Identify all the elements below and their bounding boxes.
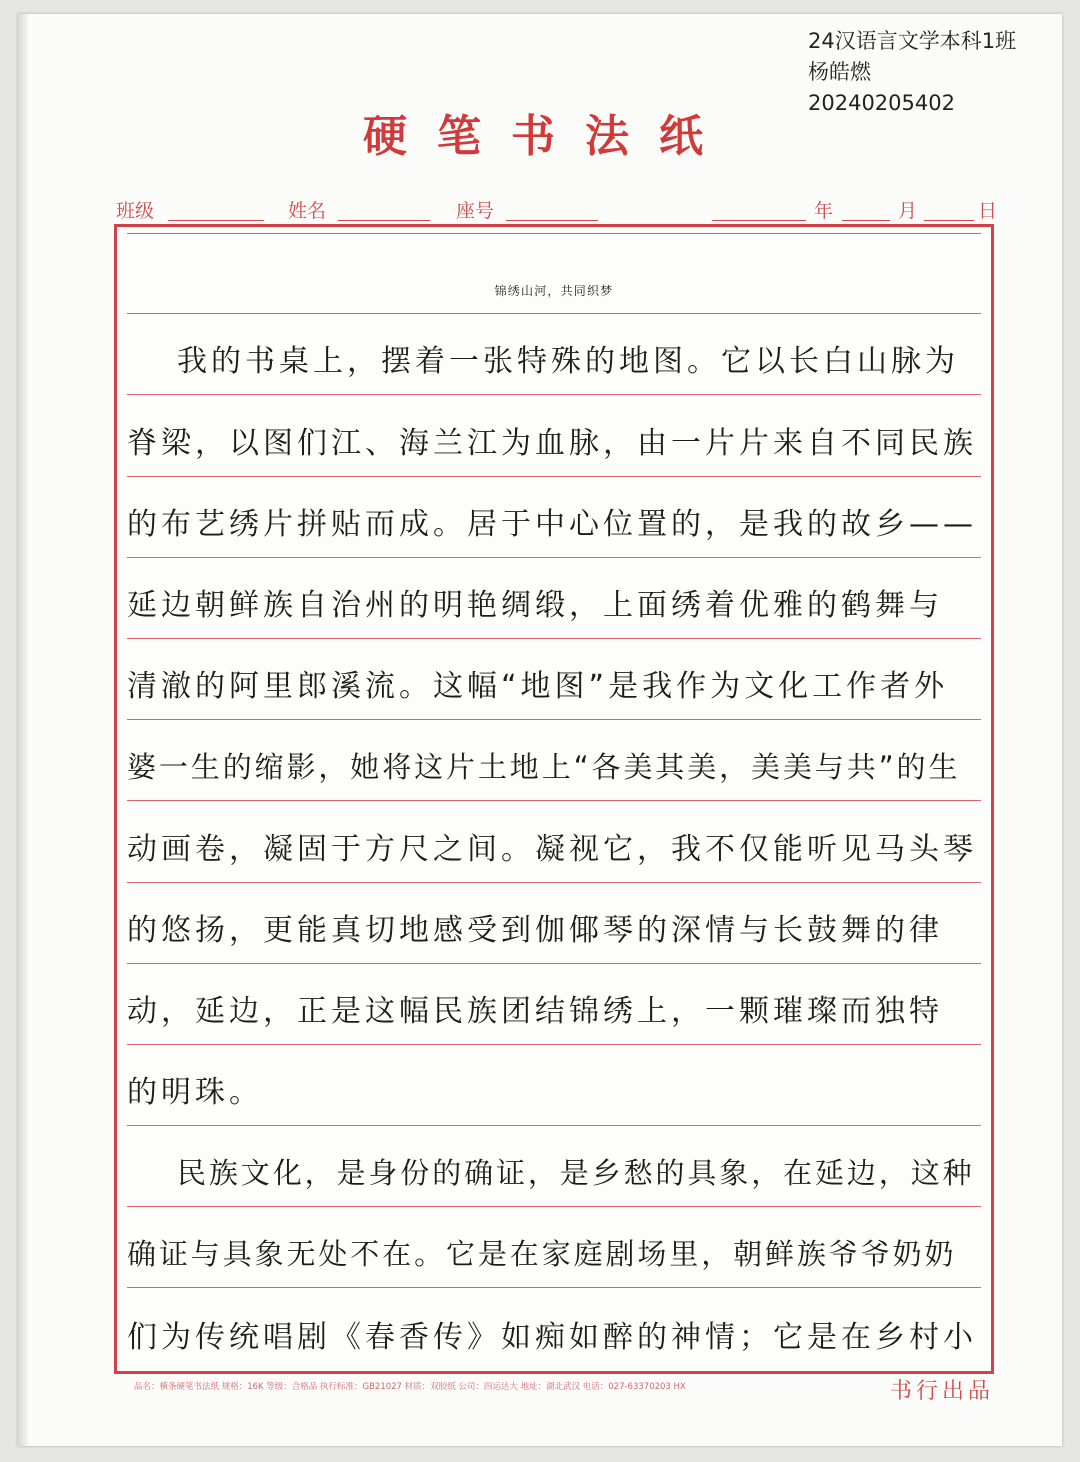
month-label: 月 [898, 200, 918, 222]
ruled-lines [127, 233, 981, 1370]
paper-spec-text: 品名：横条硬笔书法纸 规格：16K 等级：合格品 执行标准：GB21027 材质：双胶纸 公司：四运达大 地址：湖北武汉 电话：027-63370203 HX [134, 1382, 686, 1392]
student-id: 20240205402 [808, 91, 955, 115]
essay-line: 婆一生的缩影，她将这片土地上“各美其美，美美与共”的生 [127, 720, 981, 801]
essay-line: 的悠扬，更能真切地感受到伽倻琴的深情与长鼓舞的律 [127, 883, 981, 964]
essay-line: 的布艺绣片拼贴而成。居于中心位置的，是我的故乡—— [127, 477, 981, 558]
month-line [842, 220, 890, 221]
essay-line: 延边朝鲜族自治州的明艳绸缎，上面绣着优雅的鹤舞与 [127, 558, 981, 639]
paper-sheet [18, 14, 1062, 1446]
student-class: 24汉语言文学本科1班 [808, 29, 1017, 53]
essay-line: 动，延边，正是这幅民族团结锦绣上，一颗璀璨而独特 [127, 964, 981, 1045]
essay-line: 动画卷，凝固于方尺之间。凝视它，我不仅能听见马头琴 [127, 801, 981, 882]
essay-line: 我的书桌上，摆着一张特殊的地图。它以长白山脉为 [127, 314, 981, 395]
name-label: 姓名 [288, 200, 327, 222]
seat-line [506, 220, 598, 221]
essay-line: 脊梁，以图们江、海兰江为血脉，由一片片来自不同民族 [127, 395, 981, 476]
writing-frame [114, 224, 994, 1374]
day-line [924, 220, 974, 221]
info-row [116, 192, 996, 226]
page-title: 硬笔书法纸 [363, 111, 733, 162]
essay-title: 锦绣山河，共同织梦 [494, 284, 614, 299]
year-line [712, 220, 806, 221]
seat-label: 座号 [456, 200, 495, 222]
student-name: 杨皓燃 [808, 60, 871, 84]
essay-line: 民族文化，是身份的确证，是乡愁的具象，在延边，这种 [127, 1126, 981, 1207]
essay-line: 清澈的阿里郎溪流。这幅“地图”是我作为文化工作者外 [127, 639, 981, 720]
name-line [338, 220, 430, 221]
paper-edge [18, 14, 28, 1446]
year-label: 年 [814, 200, 834, 222]
day-label: 日 [978, 200, 998, 222]
class-label: 班级 [116, 200, 155, 222]
essay-line: 们为传统唱剧《春香传》如痴如醉的神情；它是在乡村小 [127, 1319, 977, 1355]
essay-line: 确证与具象无处不在。它是在家庭剧场里，朝鲜族爷爷奶奶 [127, 1207, 981, 1288]
essay-title-row [127, 233, 981, 314]
class-line [168, 220, 264, 221]
brand-label: 书行出品 [890, 1379, 995, 1404]
essay-line: 的明珠。 [127, 1045, 981, 1126]
